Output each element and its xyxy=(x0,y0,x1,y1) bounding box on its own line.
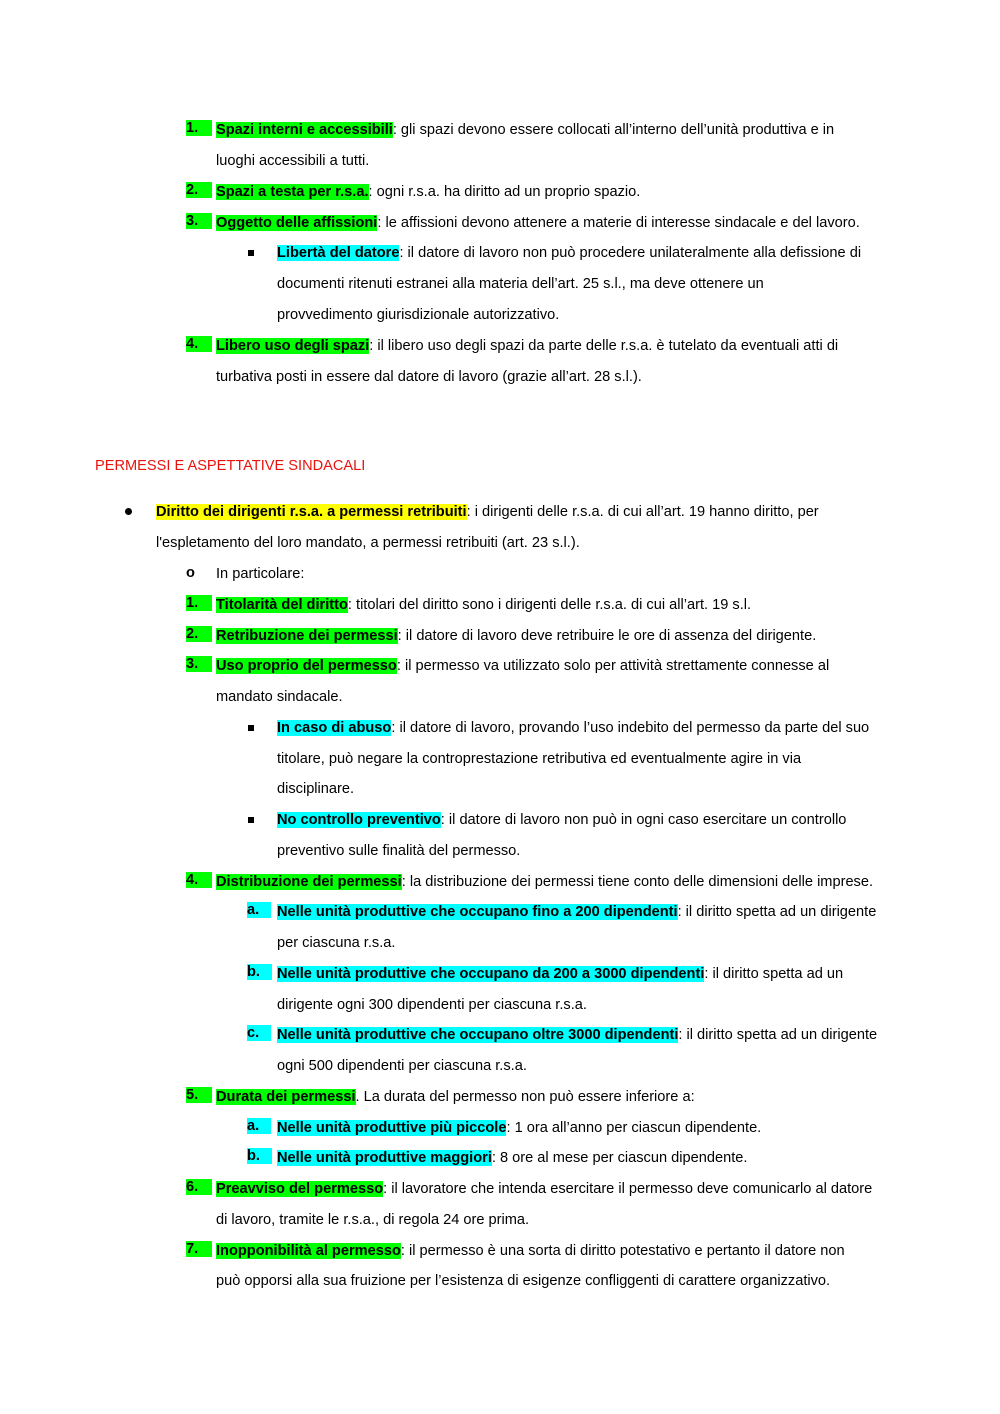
sub-letter: b. xyxy=(247,1148,272,1164)
sub-bullet-text: In particolare: xyxy=(216,566,305,582)
list-item xyxy=(216,656,829,676)
item-text: : ogni r.s.a. ha diritto ad un proprio spazio. xyxy=(368,184,641,200)
sub-item xyxy=(277,964,843,984)
sub-item-text: : il diritto spetta ad un dirigente xyxy=(677,904,877,920)
item-label: Spazi a testa per r.s.a. xyxy=(216,184,369,200)
item-label: Libero uso degli spazi xyxy=(216,338,370,354)
sub-item-label: Nelle unità produttive che occupano fino a 200 dipendenti xyxy=(277,904,678,920)
list-item xyxy=(216,872,873,892)
circle-bullet-marker: o xyxy=(186,565,195,581)
item-label: Titolarità del diritto xyxy=(216,597,348,613)
item-text: : la distribuzione dei permessi tiene conto delle dimensioni delle imprese. xyxy=(401,874,874,890)
item-text: : il permesso è una sorta di diritto potestativo e pertanto il datore non xyxy=(400,1243,845,1259)
item-text: : le affissioni devono attenere a materie di interesse sindacale e del lavoro. xyxy=(377,215,860,231)
list-number: 7. xyxy=(186,1241,212,1257)
list-item xyxy=(216,336,838,356)
item-text: : il lavoratore che intenda esercitare il permesso deve comunicarlo al datore xyxy=(383,1181,873,1197)
sub-item xyxy=(277,1025,877,1045)
sub-letter: b. xyxy=(247,964,272,980)
sub-item-continuation: ogni 500 dipendenti per ciascuna r.s.a. xyxy=(277,1058,527,1074)
item-label: Inopponibilità al permesso xyxy=(216,1243,401,1259)
bullet-icon xyxy=(125,508,132,515)
sub-item-text: : il datore di lavoro non può in ogni caso esercitare un controllo xyxy=(440,812,847,828)
list-number: 1. xyxy=(186,120,212,136)
list-number: 2. xyxy=(186,626,212,642)
bullet-text: : i dirigenti delle r.s.a. di cui all’art. 19 hanno diritto, per xyxy=(466,504,819,520)
sub-letter: a. xyxy=(247,902,271,918)
sub-item-continuation: disciplinare. xyxy=(277,781,355,797)
sub-item xyxy=(277,243,861,263)
list-item xyxy=(216,1241,845,1261)
list-number: 2. xyxy=(186,182,212,198)
list-item xyxy=(216,213,860,233)
item-label: Preavviso del permesso xyxy=(216,1181,384,1197)
sub-item-label: No controllo preventivo xyxy=(277,812,441,828)
sub-item-label: Nelle unità produttive maggiori xyxy=(277,1150,492,1166)
bullet-continuation: l'espletamento del loro mandato, a permessi retribuiti (art. 23 s.l.). xyxy=(156,535,580,551)
sub-item-text: : il datore di lavoro non può procedere unilateralmente alla defissione di xyxy=(399,245,862,261)
sub-letter: c. xyxy=(247,1025,271,1041)
bullet-item xyxy=(156,502,819,522)
sub-item-label: Nelle unità produttive che occupano oltre 3000 dipendenti xyxy=(277,1027,679,1043)
sub-item-label: Nelle unità produttive più piccole xyxy=(277,1120,507,1136)
sub-item-continuation: per ciascuna r.s.a. xyxy=(277,935,396,951)
item-continuation: di lavoro, tramite le r.s.a., di regola 24 ore prima. xyxy=(216,1212,530,1228)
sub-item-label: Libertà del datore xyxy=(277,245,400,261)
sub-item-continuation: documenti ritenuti estranei alla materia dell’art. 25 s.l., ma deve ottenere un xyxy=(277,276,764,292)
item-text: : gli spazi devono essere collocati all’interno dell’unità produttiva e in xyxy=(392,122,835,138)
square-bullet-icon xyxy=(248,817,254,823)
sub-item-text: : il diritto spetta ad un dirigente xyxy=(678,1027,878,1043)
list-item xyxy=(216,1179,872,1199)
square-bullet-icon xyxy=(248,250,254,256)
item-continuation: turbativa posti in essere dal datore di lavoro (grazie all’art. 28 s.l.). xyxy=(216,369,642,385)
item-continuation: luoghi accessibili a tutti. xyxy=(216,153,370,169)
list-item xyxy=(216,182,640,202)
bullet-label: Diritto dei dirigenti r.s.a. a permessi retribuiti xyxy=(156,504,467,520)
item-label: Uso proprio del permesso xyxy=(216,658,397,674)
sub-item-text: : 8 ore al mese per ciascun dipendente. xyxy=(491,1150,748,1166)
sub-item-text: : il diritto spetta ad un xyxy=(704,966,844,982)
sub-item-text: : il datore di lavoro, provando l’uso indebito del permesso da parte del suo xyxy=(391,720,870,736)
sub-item-label: In caso di abuso xyxy=(277,720,392,736)
list-number: 3. xyxy=(186,656,212,672)
item-text: : titolari del diritto sono i dirigenti delle r.s.a. di cui all’art. 19 s.l. xyxy=(347,597,752,613)
square-bullet-icon xyxy=(248,725,254,731)
item-label: Oggetto delle affissioni xyxy=(216,215,378,231)
list-item xyxy=(216,120,834,140)
item-continuation: mandato sindacale. xyxy=(216,689,343,705)
item-text: : il datore di lavoro deve retribuire le ore di assenza del dirigente. xyxy=(397,628,817,644)
item-text: : il libero uso degli spazi da parte delle r.s.a. è tutelato da eventuali atti di xyxy=(369,338,839,354)
list-number: 1. xyxy=(186,595,212,611)
sub-item xyxy=(277,1118,761,1138)
list-number: 4. xyxy=(186,336,212,352)
sub-item-continuation: titolare, può negare la controprestazione retributiva ed eventualmente agire in via xyxy=(277,751,802,767)
item-label: Retribuzione dei permessi xyxy=(216,628,398,644)
sub-item-label: Nelle unità produttive che occupano da 200 a 3000 dipendenti xyxy=(277,966,705,982)
list-number: 4. xyxy=(186,872,212,888)
sub-item-text: : 1 ora all’anno per ciascun dipendente. xyxy=(506,1120,762,1136)
section-heading: PERMESSI E ASPETTATIVE SINDACALI xyxy=(95,458,366,474)
list-item xyxy=(216,1087,695,1107)
item-text: . La durata del permesso non può essere inferiore a: xyxy=(355,1089,695,1105)
sub-letter: a. xyxy=(247,1118,271,1134)
sub-item xyxy=(277,718,869,738)
item-label: Durata dei permessi xyxy=(216,1089,356,1105)
list-item xyxy=(216,626,816,646)
sub-item-continuation: dirigente ogni 300 dipendenti per ciascuna r.s.a. xyxy=(277,997,587,1013)
sub-item-continuation: preventivo sulle finalità del permesso. xyxy=(277,843,521,859)
list-number: 3. xyxy=(186,213,212,229)
list-item xyxy=(216,595,751,615)
item-text: : il permesso va utilizzato solo per attività strettamente connesse al xyxy=(396,658,830,674)
list-number: 6. xyxy=(186,1179,212,1195)
item-continuation: può opporsi alla sua fruizione per l’esistenza di esigenze confliggenti di carattere organizzativo. xyxy=(216,1273,831,1289)
sub-item-continuation: provvedimento giurisdizionale autorizzativo. xyxy=(277,307,560,323)
sub-item xyxy=(277,902,876,922)
item-label: Spazi interni e accessibili xyxy=(216,122,393,138)
list-number: 5. xyxy=(186,1087,212,1103)
sub-item xyxy=(277,1148,747,1168)
sub-item xyxy=(277,810,846,830)
item-label: Distribuzione dei permessi xyxy=(216,874,402,890)
